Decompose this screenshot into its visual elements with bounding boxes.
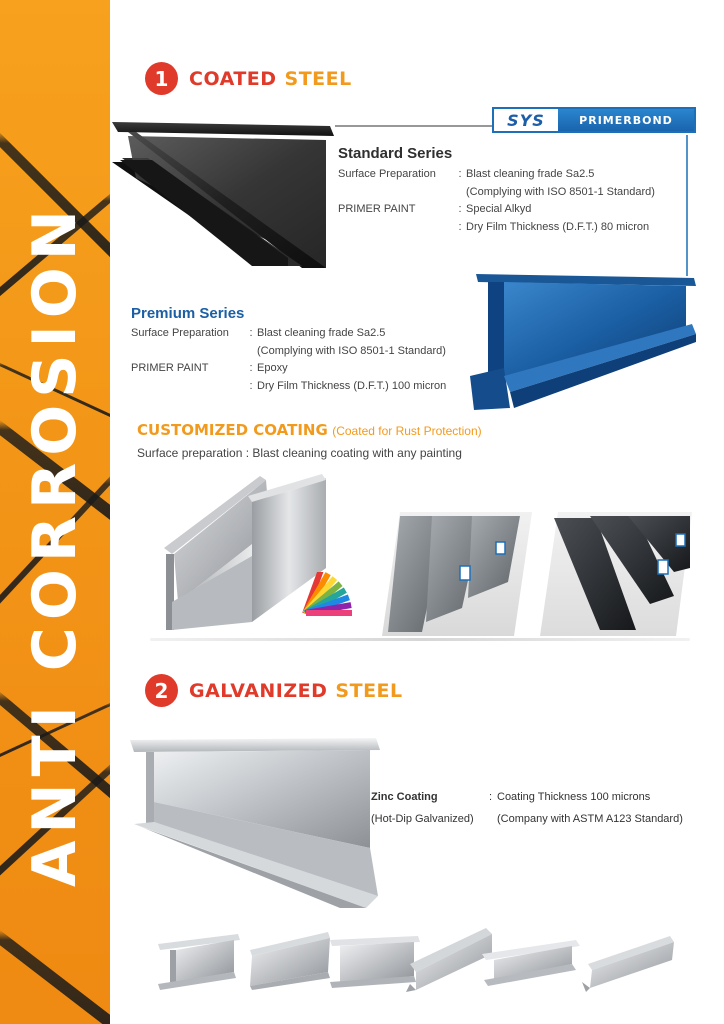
customized-coating-heading [137, 421, 482, 440]
spec-row [371, 786, 683, 808]
logo-primerbond-text: PRIMERBOND [558, 109, 694, 131]
section-title-part1: GALVANIZED [189, 679, 328, 702]
spec-sep [245, 343, 257, 361]
logo-sys-text: SYS [494, 109, 558, 131]
primerbond-logo [492, 107, 696, 133]
spec-value: (Complying with ISO 8501-1 Standard) [257, 344, 446, 357]
profile-h-beam-small [330, 936, 420, 988]
section-number-badge: 1 [145, 62, 178, 95]
spec-sep: : [458, 168, 462, 180]
section-title-part1: COATED [189, 67, 277, 90]
banner-title: ANTI CORROSION [20, 203, 90, 887]
section-number-badge: 2 [145, 674, 178, 707]
spec-label [338, 184, 454, 202]
profile-h-beam-small [158, 934, 240, 990]
profile-i-beam-small [482, 940, 580, 986]
spec-sep: : [458, 203, 462, 215]
profile-c-channel-small [582, 936, 674, 992]
spec-value: (Complying with ISO 8501-1 Standard) [466, 185, 655, 198]
spec-label: (Hot-Dip Galvanized) [371, 813, 474, 825]
section-galvanized-heading [145, 674, 403, 707]
spec-label: Zinc Coating [371, 791, 438, 803]
spec-label: Surface Preparation [131, 327, 229, 339]
customized-coating-subtitle: (Coated for Rust Protection) [332, 424, 482, 438]
spec-row [338, 201, 655, 219]
spec-sep: : [489, 791, 493, 803]
spec-sep [454, 184, 466, 202]
coated-c-channel-photo-2 [540, 512, 692, 636]
customized-coating-title: CUSTOMIZED COATING [137, 421, 328, 439]
spec-sep: : [249, 327, 253, 339]
spec-sep: : [249, 379, 253, 392]
spec-row [338, 219, 655, 237]
spec-value: Coating Thickness 100 microns [497, 791, 651, 803]
spec-value: Blast cleaning frade Sa2.5 [257, 327, 386, 339]
spec-row [338, 184, 655, 202]
spec-row [338, 166, 655, 184]
spec-row [131, 378, 446, 396]
galvanized-specs [371, 786, 683, 830]
section-title-part2: STEEL [335, 679, 403, 702]
galvanized-profiles-row [150, 924, 690, 996]
galvanized-h-beam-image [130, 736, 382, 910]
spec-value: Epoxy [257, 362, 288, 374]
section-title-part2: STEEL [284, 67, 352, 90]
section-divider [150, 638, 690, 641]
spec-label [131, 343, 245, 361]
spec-label: Surface Preparation [338, 168, 436, 180]
customized-coating-description: Surface preparation : Blast cleaning coating with any painting [137, 446, 462, 460]
spec-value: Blast cleaning frade Sa2.5 [466, 168, 595, 180]
standard-series-title: Standard Series [338, 145, 453, 162]
spec-label: PRIMER PAINT [338, 203, 416, 215]
spec-label: PRIMER PAINT [131, 362, 209, 374]
spec-sep [489, 808, 497, 830]
spec-label [338, 219, 454, 237]
premium-series-specs [131, 325, 446, 395]
spec-value: Special Alkyd [466, 203, 532, 215]
blue-h-beam-image [470, 272, 698, 410]
standard-series-specs [338, 166, 655, 236]
black-h-beam-image [112, 118, 334, 268]
profile-z-purlin-small [406, 928, 492, 992]
spec-row [131, 343, 446, 361]
spec-row [131, 325, 446, 343]
color-swatch-fan-icon [298, 572, 360, 618]
spec-row [131, 360, 446, 378]
spec-label [131, 378, 245, 396]
spec-sep: : [249, 362, 253, 374]
premium-series-title: Premium Series [131, 305, 245, 322]
profile-c-channel-small [250, 932, 330, 990]
spec-value: Dry Film Thickness (D.F.T.) 100 micron [257, 379, 447, 392]
spec-sep: : [458, 220, 462, 233]
spec-value: (Company with ASTM A123 Standard) [497, 813, 683, 825]
spec-value: Dry Film Thickness (D.F.T.) 80 micron [466, 220, 650, 233]
coated-c-channel-photo-1 [382, 512, 532, 636]
spec-row [371, 808, 683, 830]
